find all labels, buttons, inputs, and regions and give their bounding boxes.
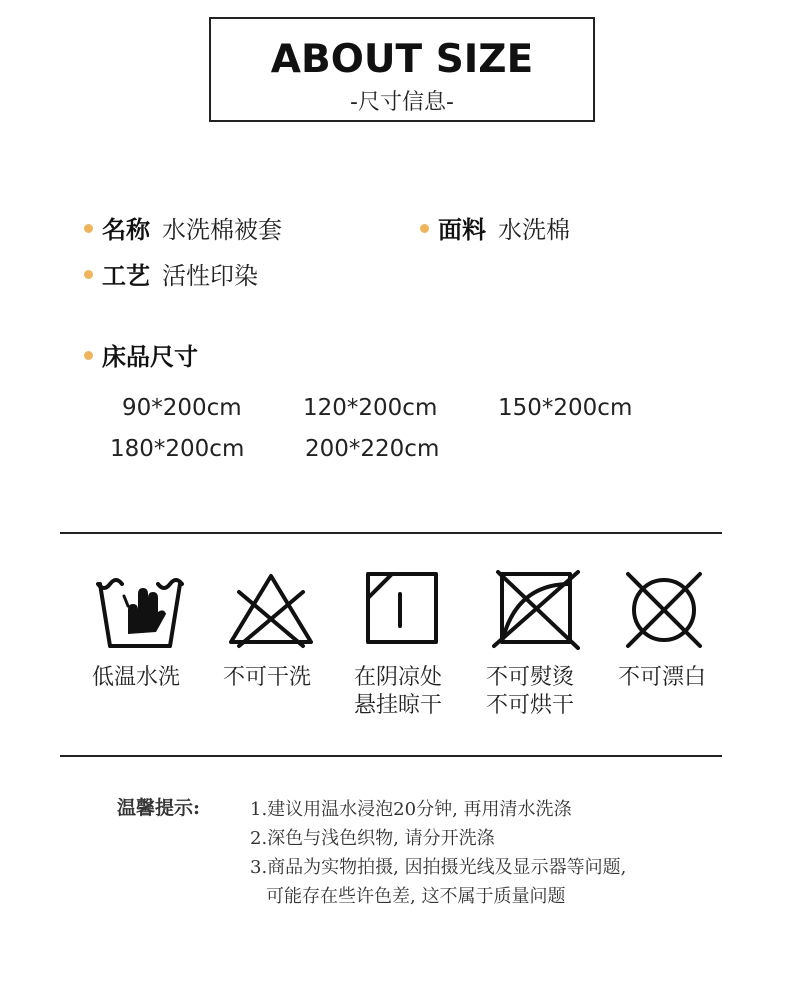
spec-fabric-value: 水洗棉 [498,216,570,244]
spec-fabric-label: 面料 [438,216,486,244]
hand-wash-icon [94,570,186,650]
spec-craft-label: 工艺 [102,262,150,290]
no-iron-no-tumble-dry-icon [490,570,582,650]
title-box [209,17,595,122]
size-option: 90*200cm [122,395,242,421]
tip-item: 1.建议用温水浸泡20分钟, 再用清水洗涤 [250,799,572,820]
size-option: 180*200cm [110,436,245,462]
bullet-dot [420,224,429,233]
spec-fabric [420,210,570,245]
spec-name [84,210,282,245]
spec-bed-size-label: 床品尺寸 [102,343,198,371]
page-title: ABOUT SIZE [270,37,534,82]
bullet-dot [84,224,93,233]
care-label-text: 不可熨烫 [485,665,574,690]
bullet-dot [84,270,93,279]
care-label-text: 不可烘干 [485,693,574,718]
page-subtitle: -尺寸信息- [350,90,454,115]
divider-top [60,532,722,534]
line-dry-shade-icon [356,570,448,650]
tip-item: 2.深色与浅色织物, 请分开洗涤 [250,828,495,849]
tip-item: 可能存在些许色差, 这不属于质量问题 [266,886,566,907]
care-label [610,664,714,692]
spec-craft [84,256,258,291]
care-label-text: 在阴凉处 [353,665,442,690]
size-option: 200*220cm [305,436,440,462]
size-option: 150*200cm [498,395,633,421]
divider-bottom [60,755,722,757]
spec-name-value: 水洗棉被套 [162,216,282,244]
care-label-text: 不可干洗 [222,665,311,690]
care-label [84,664,188,692]
care-label-text: 不可漂白 [617,665,706,690]
no-dry-clean-icon [225,570,317,650]
care-label-text: 低温水洗 [91,665,180,690]
spec-bed-size [84,337,210,372]
tip-item: 3.商品为实物拍摄, 因拍摄光线及显示器等问题, [250,857,627,878]
care-label [346,664,450,720]
tips-heading: 温馨提示: [117,797,201,819]
care-label [215,664,319,692]
care-label [478,664,582,720]
size-option: 120*200cm [303,395,438,421]
spec-name-label: 名称 [102,216,150,244]
no-bleach-icon [618,570,710,650]
spec-craft-value: 活性印染 [162,262,258,290]
care-label-text: 悬挂晾干 [353,693,442,718]
bullet-dot [84,351,93,360]
